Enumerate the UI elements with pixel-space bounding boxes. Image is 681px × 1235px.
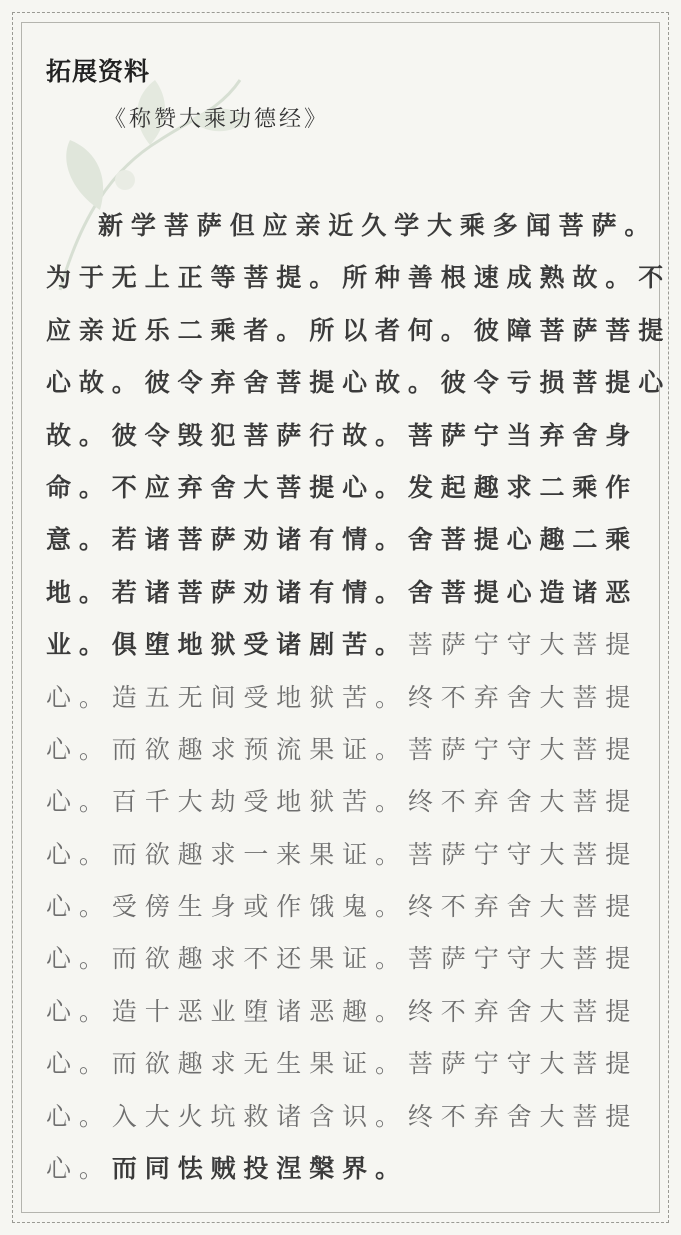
text-segment: 心。百千大劫受地狱苦。终不弃舍大菩提 [46, 787, 639, 817]
text-line [46, 1143, 636, 1195]
text-line [46, 357, 672, 409]
text-segment: 心。受傍生身或作饿鬼。终不弃舍大菩提 [46, 892, 639, 922]
text-segment: 心。造五无间受地狱苦。终不弃舍大菩提 [46, 682, 639, 712]
text-line [46, 829, 639, 881]
text-line [46, 514, 639, 566]
text-line [46, 724, 639, 776]
text-line [46, 933, 639, 985]
text-line [46, 200, 658, 252]
book-title: 《称赞大乘功德经》 [104, 107, 330, 132]
text-segment: 菩萨宁守大菩提 [407, 630, 639, 660]
text-line [46, 881, 639, 933]
text-segment: 故。彼令毁犯菩萨行故。菩萨宁当弃舍身 [46, 420, 639, 450]
text-segment: 新学菩萨但应亲近久学大乘多闻菩萨。 [98, 211, 658, 240]
text-segment: 心。入大火坑救诸含识。终不弃舍大菩提 [46, 1101, 639, 1131]
text-line [46, 462, 639, 514]
text-segment: 而同怯贼投涅槃界。 [111, 1154, 408, 1184]
text-line [46, 776, 639, 828]
text-segment: 意。若诸菩萨劝诸有情。舍菩提心趣二乘 [46, 525, 639, 555]
text-segment: 心。而欲趣求不还果证。菩萨宁守大菩提 [46, 944, 639, 974]
text-line [46, 410, 639, 462]
text-segment: 地。若诸菩萨劝诸有情。舍菩提心造诸恶 [46, 577, 639, 607]
text-line [46, 252, 672, 304]
text-segment: 心。 [46, 1154, 112, 1184]
text-segment: 业。俱堕地狱受诸剧苦。 [46, 630, 408, 660]
text-line [46, 567, 639, 619]
text-segment: 应亲近乐二乘者。所以者何。彼障菩萨菩提 [46, 315, 672, 345]
text-segment: 心。而欲趣求一来果证。菩萨宁守大菩提 [46, 839, 639, 869]
section-heading: 拓展资料 [46, 57, 151, 86]
text-line [46, 672, 639, 724]
text-segment: 心。而欲趣求无生果证。菩萨宁守大菩提 [46, 1049, 639, 1079]
text-segment: 命。不应弃舍大菩提心。发起趣求二乘作 [46, 472, 639, 502]
text-segment: 为于无上正等菩提。所种善根速成熟故。不 [46, 263, 672, 293]
text-segment: 心故。彼令弃舍菩提心故。彼令亏损菩提心 [46, 368, 672, 398]
text-line [46, 305, 672, 357]
text-line [46, 1038, 639, 1090]
text-line [46, 986, 639, 1038]
text-segment: 心。而欲趣求预流果证。菩萨宁守大菩提 [46, 734, 639, 764]
text-line [46, 1091, 639, 1143]
sutra-text [46, 200, 672, 1195]
text-line [46, 619, 639, 671]
text-segment: 心。造十恶业堕诸恶趣。终不弃舍大菩提 [46, 996, 639, 1026]
